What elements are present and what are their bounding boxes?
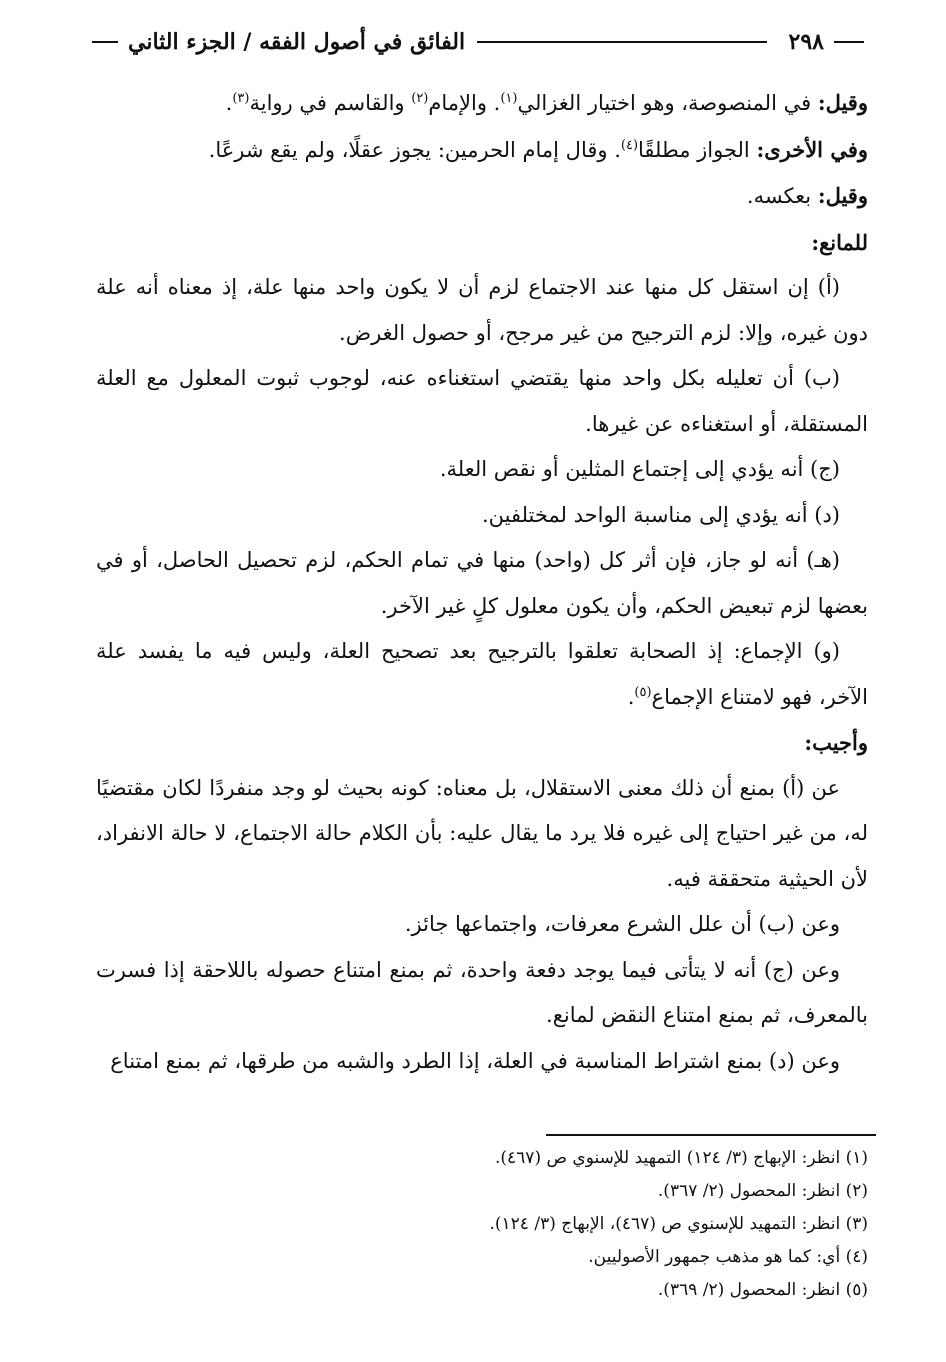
footnote-ref-2: (٢) (411, 91, 429, 106)
footnotes (96, 1142, 868, 1307)
section-heading-objector: للمانع: (811, 229, 868, 255)
paragraph-1 (96, 80, 868, 127)
paragraph-lead: وفي الأخرى: (756, 136, 868, 162)
footnote-ref-3: (٣) (232, 91, 250, 106)
paragraph-text: . وقال إمام الحرمين: يجوز عقلًا، ولم يقع شرعًا. (208, 137, 621, 162)
argument-b: (ب) أن تعليله بكل واحد منها يقتضي استغناءه عنه، لوجوب ثبوت المعلول مع العلة المستقلة، أو استغناءه عن غيرها. (96, 366, 868, 436)
argument-a: (أ) إن استقل كل منها عند الاجتماع لزم أن لا يكون واحد منها علة، إذ معناه أنه علة دون غيره، وإلا: لزم الترجيح من غير مرجح، أو حصول الغرض. (96, 275, 868, 345)
paragraph-lead: وقيل: (817, 183, 868, 208)
footnote-separator (546, 1134, 876, 1136)
page-header (92, 22, 864, 62)
paragraph-text: . والإمام (428, 91, 501, 115)
header-rule-right (834, 41, 864, 43)
paragraph-text: الجواز مطلقًا (638, 137, 757, 162)
paragraph-2 (96, 127, 868, 174)
page-number: ٢٩٨ (788, 29, 824, 55)
main-text (96, 80, 868, 1084)
footnote-ref-4: (٤) (620, 137, 639, 153)
paragraph-text: والقاسم في رواية (249, 91, 412, 115)
reply-d: وعن (د) بمنع اشتراط المناسبة في العلة، إذا الطرد والشبه من طرقها، ثم بمنع امتناع (110, 1048, 840, 1073)
footnote-ref-1: (١) (500, 91, 518, 106)
footnote-2: (٢) انظر: المحصول (٢/ ٣٦٧). (657, 1181, 868, 1201)
reply-b: وعن (ب) أن علل الشرع معرفات، واجتماعها جائز. (404, 912, 840, 936)
footnote-5: (٥) انظر: المحصول (٢/ ٣٦٩). (657, 1280, 868, 1300)
header-rule-left (92, 41, 118, 43)
paragraph-lead: وقيل: (817, 90, 868, 115)
section-heading-reply: وأجيب: (804, 730, 868, 755)
paragraph-text: (و) الإجماع: إذ الصحابة تعلقوا بالترجيح بعد تصحيح العلة، وليس فيه ما يفسد علة الآخر، فهو لامتناع الإجماع (96, 639, 868, 709)
paragraph-text: . (225, 91, 233, 115)
header-rule-middle (477, 41, 766, 43)
footnote-ref-5: (٥) (634, 684, 652, 700)
paragraph-text: بعكسه. (746, 184, 818, 208)
paragraph-text: في المنصوصة، وهو اختيار الغزالي (517, 91, 818, 115)
footnote-3: (٣) انظر: التمهيد للإسنوي ص (٤٦٧)، الإبهاج (٣/ ١٢٤). (489, 1214, 868, 1234)
footnote-1: (١) انظر: الإبهاج (٣/ ١٢٤) التمهيد للإسنوي ص (٤٦٧). (494, 1148, 868, 1168)
reply-c: وعن (ج) أنه لا يتأتى فيما يوجد دفعة واحدة، ثم بمنع امتناع حصوله باللاحقة إذا فسرت بالمعرف، ثم بمنع امتناع النقض لمانع. (96, 957, 868, 1027)
running-title: الفائق في أصول الفقه / الجزء الثاني (128, 29, 466, 55)
argument-c: (ج) أنه يؤدي إلى إجتماع المثلين أو نقص العلة. (439, 457, 840, 481)
argument-h: (هـ) أنه لو جاز، فإن أثر كل (واحد) منها في تمام الحكم، لزم تحصيل الحاصل، أو في بعضها لزم تبعيض الحكم، وأن يكون معلول كلٍ غير الآخر. (96, 548, 868, 618)
reply-a: عن (أ) بمنع أن ذلك معنى الاستقلال، بل معناه: كونه بحيث لو وجد منفردًا لكان مقتضيًا له، من غير احتياج إلى غيره فلا يرد ما يقال عليه: بأن الكلام حالة الاجتماع، لا حالة الانفراد، لأن الحيثية متحققة فيه. (96, 775, 868, 891)
paragraph-3 (96, 173, 868, 220)
argument-d: (د) أنه يؤدي إلى مناسبة الواحد لمختلفين. (481, 502, 840, 527)
paragraph-text: . (627, 684, 635, 709)
argument-w (96, 629, 868, 720)
footnote-4: (٤) أي: كما هو مذهب جمهور الأصوليين. (588, 1247, 868, 1267)
